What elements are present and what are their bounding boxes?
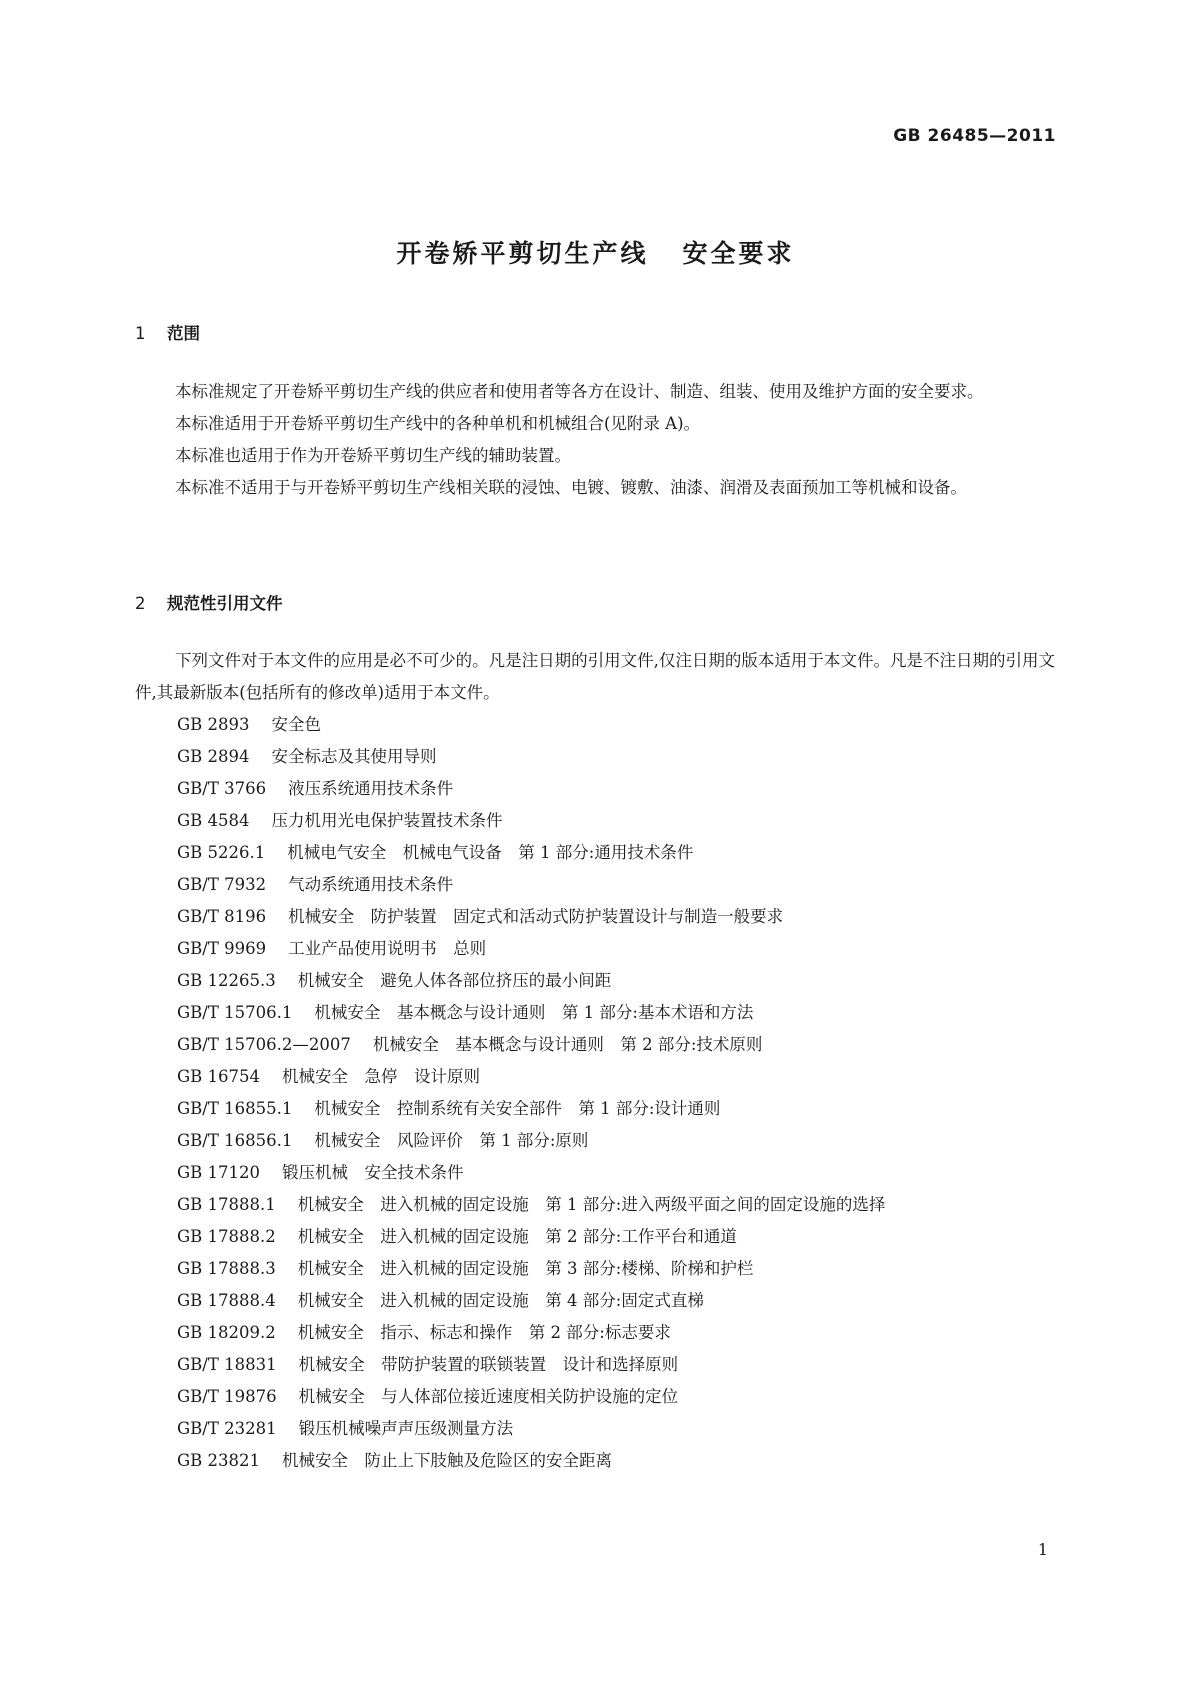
reference-title: 安全色 [271,715,322,734]
reference-code: GB 18209.2 [177,1323,276,1342]
reference-item [135,1189,1055,1221]
reference-code: GB/T 16856.1 [177,1131,293,1150]
reference-code: GB 23821 [177,1451,261,1470]
reference-code: GB/T 9969 [177,939,267,958]
reference-code: GB 2894 [177,747,250,766]
reference-title: 机械安全 指示、标志和操作 第 2 部分:标志要求 [297,1323,671,1342]
reference-item [135,997,1055,1029]
reference-item [135,1253,1055,1285]
reference-item [135,1221,1055,1253]
reference-title: 机械安全 进入机械的固定设施 第 3 部分:楼梯、阶梯和护栏 [297,1259,754,1278]
reference-title: 机械安全 基本概念与设计通则 第 2 部分:技术原则 [372,1035,763,1054]
section-2-body [135,645,1055,1477]
reference-item [135,1157,1055,1189]
reference-item [135,869,1055,901]
reference-code: GB/T 15706.1 [177,1003,293,1022]
section-1-body [135,376,1055,504]
reference-title: 机械安全 与人体部位接近速度相关防护设施的定位 [298,1387,679,1406]
reference-item [135,1093,1055,1125]
reference-item [135,1029,1055,1061]
reference-item [135,1285,1055,1317]
scope-paragraph: 本标准适用于开卷矫平剪切生产线中的各种单机和机械组合(见附录 A)。 [175,414,701,433]
reference-code: GB 17120 [177,1163,261,1182]
section-2-title: 规范性引用文件 [167,594,283,613]
reference-code: GB 2893 [177,715,250,734]
reference-code: GB 4584 [177,811,250,830]
reference-title: 机械安全 进入机械的固定设施 第 2 部分:工作平台和通道 [297,1227,737,1246]
reference-code: GB/T 15706.2—2007 [177,1035,351,1054]
reference-item [135,1061,1055,1093]
section-2-number: 2 [135,594,146,613]
section-2-heading [135,590,283,614]
title-part-1: 开卷矫平剪切生产线 [396,239,649,268]
document-title [0,234,1191,270]
reference-item [135,1349,1055,1381]
reference-code: GB 5226.1 [177,843,266,862]
scope-paragraph: 本标准不适用于与开卷矫平剪切生产线相关联的浸蚀、电镀、镀敷、油漆、润滑及表面预加工等机械和设备。 [175,478,967,497]
reference-title: 机械安全 进入机械的固定设施 第 4 部分:固定式直梯 [297,1291,704,1310]
reference-title: 机械安全 防护装置 固定式和活动式防护装置设计与制造一般要求 [288,907,784,926]
reference-code: GB 17888.2 [177,1227,276,1246]
reference-item [135,901,1055,933]
reference-code: GB 12265.3 [177,971,276,990]
references-intro: 下列文件对于本文件的应用是必不可少的。凡是注日期的引用文件,仅注日期的版本适用于本文件。凡是不注日期的引用文件,其最新版本(包括所有的修改单)适用于本文件。 [135,651,1055,702]
reference-item [135,837,1055,869]
reference-item [135,805,1055,837]
reference-title: 机械安全 带防护装置的联锁装置 设计和选择原则 [298,1355,679,1374]
reference-item [135,1317,1055,1349]
reference-code: GB/T 3766 [177,779,267,798]
reference-item [135,933,1055,965]
reference-title: 锻压机械噪声声压级测量方法 [298,1419,514,1438]
reference-title: 气动系统通用技术条件 [288,875,454,894]
reference-item [135,1381,1055,1413]
reference-code: GB 17888.3 [177,1259,276,1278]
reference-code: GB 17888.1 [177,1195,276,1214]
reference-item [135,1445,1055,1477]
reference-item [135,709,1055,741]
reference-item [135,1413,1055,1445]
reference-title: 机械安全 控制系统有关安全部件 第 1 部分:设计通则 [314,1099,721,1118]
reference-list [135,709,1055,1477]
reference-title: 压力机用光电保护装置技术条件 [271,811,503,830]
reference-item [135,741,1055,773]
reference-title: 安全标志及其使用导则 [271,747,437,766]
scope-paragraph: 本标准也适用于作为开卷矫平剪切生产线的辅助装置。 [175,446,571,465]
reference-code: GB/T 7932 [177,875,267,894]
reference-code: GB/T 18831 [177,1355,277,1374]
reference-title: 机械安全 基本概念与设计通则 第 1 部分:基本术语和方法 [314,1003,754,1022]
reference-code: GB 16754 [177,1067,261,1086]
scope-paragraph: 本标准规定了开卷矫平剪切生产线的供应者和使用者等各方在设计、制造、组装、使用及维护方面的安全要求。 [175,382,984,401]
reference-title: 机械安全 进入机械的固定设施 第 1 部分:进入两级平面之间的固定设施的选择 [297,1195,886,1214]
section-1-title: 范围 [167,324,200,343]
reference-code: GB/T 8196 [177,907,267,926]
reference-title: 机械安全 风险评价 第 1 部分:原则 [314,1131,589,1150]
reference-title: 工业产品使用说明书 总则 [288,939,487,958]
reference-title: 机械安全 急停 设计原则 [282,1067,481,1086]
reference-title: 机械安全 防止上下肢触及危险区的安全距离 [282,1451,613,1470]
reference-title: 液压系统通用技术条件 [288,779,454,798]
reference-title: 机械电气安全 机械电气设备 第 1 部分:通用技术条件 [287,843,694,862]
reference-title: 机械安全 避免人体各部位挤压的最小间距 [297,971,612,990]
reference-title: 锻压机械 安全技术条件 [282,1163,464,1182]
title-part-2: 安全要求 [682,239,795,268]
standard-code: GB 26485—2011 [893,126,1056,146]
reference-item [135,1125,1055,1157]
page-number: 1 [1037,1540,1048,1559]
reference-code: GB/T 16855.1 [177,1099,293,1118]
reference-item [135,965,1055,997]
section-1-number: 1 [135,324,146,343]
reference-item [135,773,1055,805]
reference-code: GB 17888.4 [177,1291,276,1310]
reference-code: GB/T 19876 [177,1387,277,1406]
section-1-heading [135,320,200,344]
reference-code: GB/T 23281 [177,1419,277,1438]
